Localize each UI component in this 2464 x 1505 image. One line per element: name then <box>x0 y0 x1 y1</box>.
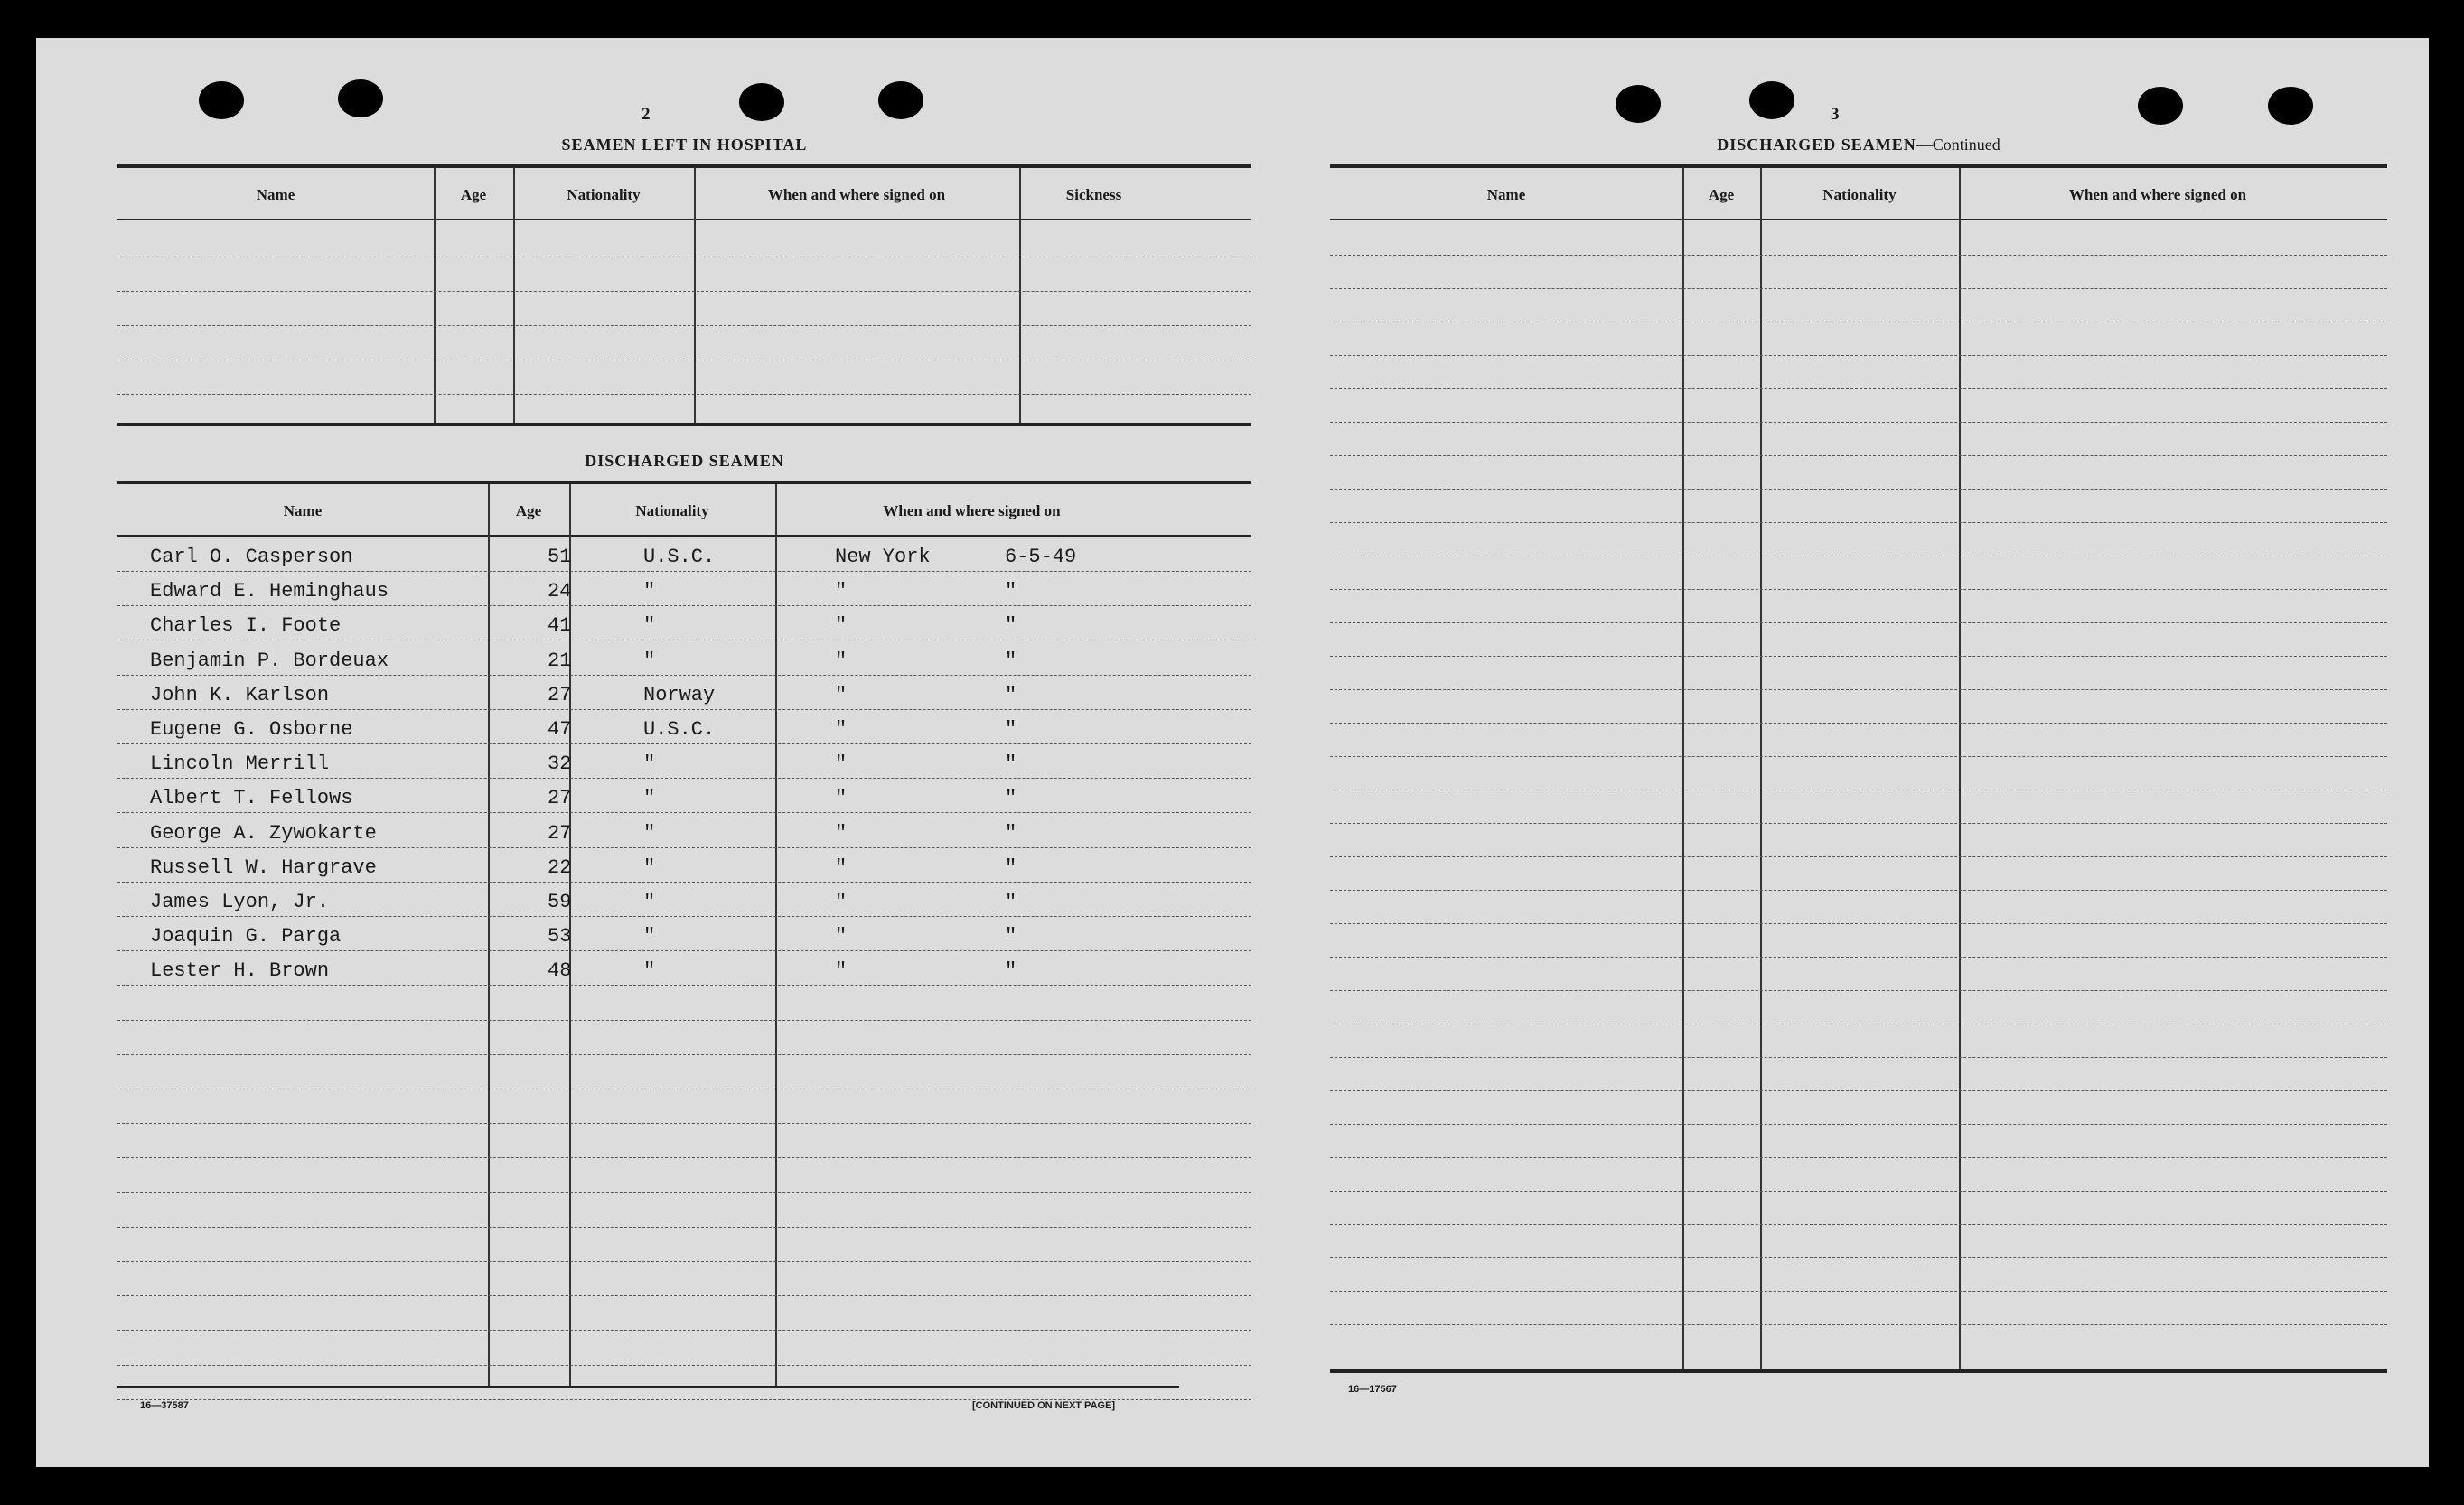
seaman-name: James Lyon, Jr. <box>150 891 330 913</box>
signed-on-place: " <box>835 891 848 913</box>
ruled-line <box>1330 823 2387 824</box>
ruled-line <box>1330 957 2387 958</box>
seaman-name: Lester H. Brown <box>150 959 330 983</box>
continued-header-name: Name <box>1486 186 1526 203</box>
ruled-line <box>1330 656 2387 657</box>
ruled-line <box>117 1157 1251 1158</box>
discharged-header-name: Name <box>283 502 323 519</box>
ruled-line <box>1330 522 2387 523</box>
punch-hole <box>739 83 784 121</box>
ruled-line <box>1330 355 2387 356</box>
ruled-line <box>117 1020 1251 1021</box>
signed-on-place: " <box>835 959 848 983</box>
seaman-age: 27 <box>548 683 572 706</box>
signed-on-date: " <box>1005 925 1017 949</box>
seaman-nationality: " <box>643 649 656 672</box>
hospital-header-sickness: Sickness <box>1065 186 1122 203</box>
ruled-line <box>1330 422 2387 423</box>
hospital-header-age: Age <box>460 186 487 203</box>
discharged-section-title: DISCHARGED SEAMEN <box>585 452 784 470</box>
signed-on-date: " <box>1005 718 1017 741</box>
seaman-name: Benjamin P. Bordeuax <box>150 649 389 672</box>
discharged-continued-title <box>1330 136 2387 154</box>
seaman-nationality: " <box>643 752 656 776</box>
seaman-name: Russell W. Hargrave <box>150 855 377 879</box>
signed-on-place: " <box>835 821 848 845</box>
signed-on-date: " <box>1005 614 1017 638</box>
signed-on-date: " <box>1005 891 1017 913</box>
signed-on-place: " <box>835 925 848 949</box>
hospital-header-name: Name <box>256 186 295 203</box>
ruled-line <box>117 882 1251 883</box>
ruled-line <box>1330 489 2387 490</box>
seaman-age: 59 <box>548 891 572 913</box>
signed-on-place: New York <box>835 546 931 568</box>
form-code: 16—17567 <box>1348 1384 1397 1395</box>
signed-on-place: " <box>835 752 848 776</box>
seaman-name: John K. Karlson <box>150 683 330 706</box>
signed-on-date: " <box>1005 821 1017 845</box>
ruled-line <box>1330 990 2387 991</box>
signed-on-place: " <box>835 855 848 879</box>
document-sheet <box>36 38 2429 1467</box>
signed-on-date: " <box>1005 855 1017 879</box>
seaman-age: 32 <box>548 752 572 776</box>
ruled-line <box>1330 1191 2387 1192</box>
ruled-line <box>1330 689 2387 690</box>
continued-suffix: —Continued <box>1916 136 2000 154</box>
continued-note: [CONTINUED ON NEXT PAGE] <box>972 1400 1116 1411</box>
discharged-header-age: Age <box>515 502 542 519</box>
seaman-age: 22 <box>548 855 572 879</box>
seaman-name: Joaquin G. Parga <box>150 925 342 949</box>
hospital-table <box>117 164 1251 472</box>
punch-hole <box>878 81 923 119</box>
signed-on-place: " <box>835 580 848 603</box>
seaman-nationality: U.S.C. <box>643 718 716 741</box>
ruled-line <box>1330 1324 2387 1325</box>
ruled-line <box>117 571 1251 572</box>
ruled-line <box>117 1192 1251 1193</box>
seaman-age: 21 <box>548 649 572 672</box>
ruled-line <box>1330 923 2387 924</box>
punch-hole <box>2138 87 2183 125</box>
ruled-line <box>1330 255 2387 256</box>
ruled-line <box>1330 1291 2387 1292</box>
seaman-nationality: " <box>643 891 656 913</box>
ruled-line <box>1330 622 2387 623</box>
ruled-line <box>117 1365 1251 1366</box>
discharged-header-signed-on: When and where signed on <box>883 502 1061 519</box>
ruled-line <box>1330 455 2387 456</box>
seaman-age: 53 <box>548 925 572 949</box>
ruled-line <box>1330 589 2387 590</box>
ruled-line <box>117 675 1251 676</box>
punch-hole <box>338 79 383 117</box>
continued-header-nationality: Nationality <box>1822 186 1897 203</box>
punch-hole <box>199 81 244 119</box>
seaman-name: Eugene G. Osborne <box>150 718 353 741</box>
hospital-header-signed-on: When and where signed on <box>767 186 946 203</box>
discharged-continued-title-text: DISCHARGED SEAMEN <box>1717 136 1916 154</box>
ruled-line <box>117 916 1251 917</box>
ruled-line <box>117 1227 1251 1228</box>
ruled-line <box>1330 723 2387 724</box>
signed-on-date: 6-5-49 <box>1005 546 1077 568</box>
seaman-name: Lincoln Merrill <box>150 752 330 776</box>
ruled-line <box>1330 856 2387 857</box>
page-number: 3 <box>1831 105 1840 124</box>
seaman-age: 51 <box>548 546 572 568</box>
seaman-age: 47 <box>548 718 572 741</box>
seaman-name: George A. Zywokarte <box>150 821 377 845</box>
hospital-section-title: SEAMEN LEFT IN HOSPITAL <box>561 136 808 154</box>
ruled-line <box>1330 1257 2387 1258</box>
ruled-line <box>117 778 1251 779</box>
seaman-nationality: " <box>643 925 656 949</box>
seaman-age: 41 <box>548 614 572 638</box>
seaman-name: Edward E. Heminghaus <box>150 580 389 603</box>
ruled-line <box>1330 1124 2387 1125</box>
seaman-nationality: " <box>643 787 656 810</box>
signed-on-date: " <box>1005 752 1017 776</box>
signed-on-place: " <box>835 649 848 672</box>
seaman-age: 27 <box>548 821 572 845</box>
ruled-line <box>1330 756 2387 757</box>
ruled-line <box>1330 388 2387 389</box>
page-number: 2 <box>642 105 651 124</box>
ruled-line <box>1330 890 2387 891</box>
ruled-line <box>117 985 1251 986</box>
punch-hole <box>2268 87 2313 125</box>
punch-hole <box>1616 85 1661 123</box>
ruled-line <box>117 709 1251 710</box>
ruled-line <box>117 1295 1251 1296</box>
ruled-line <box>117 950 1251 951</box>
signed-on-date: " <box>1005 959 1017 983</box>
ruled-line <box>1330 1224 2387 1225</box>
punch-hole <box>1749 81 1794 119</box>
seaman-nationality: Norway <box>643 683 716 706</box>
ruled-line <box>117 812 1251 813</box>
continued-header-signed-on: When and where signed on <box>2068 186 2247 203</box>
seaman-name: Albert T. Fellows <box>150 787 353 810</box>
ruled-line <box>117 1054 1251 1055</box>
seaman-nationality: " <box>643 821 656 845</box>
signed-on-date: " <box>1005 787 1017 810</box>
ruled-line <box>1330 288 2387 289</box>
seaman-name: Charles I. Foote <box>150 614 342 638</box>
signed-on-place: " <box>835 718 848 741</box>
ruled-line <box>117 743 1251 744</box>
form-code: 16—37587 <box>140 1400 189 1411</box>
signed-on-date: " <box>1005 683 1017 706</box>
seaman-nationality: " <box>643 855 656 879</box>
ruled-line <box>117 1261 1251 1262</box>
seaman-age: 24 <box>548 580 572 603</box>
signed-on-place: " <box>835 787 848 810</box>
seaman-age: 48 <box>548 959 572 983</box>
seaman-age: 27 <box>548 787 572 810</box>
seaman-nationality: " <box>643 959 656 983</box>
ruled-line <box>117 605 1251 606</box>
signed-on-place: " <box>835 614 848 638</box>
signed-on-date: " <box>1005 649 1017 672</box>
discharged-continued-table <box>1330 164 2387 1420</box>
seaman-name: Carl O. Casperson <box>150 546 353 568</box>
signed-on-date: " <box>1005 580 1017 603</box>
discharged-table <box>117 481 1251 1429</box>
seaman-nationality: " <box>643 614 656 638</box>
ruled-line <box>1330 1157 2387 1158</box>
hospital-header-nationality: Nationality <box>567 186 641 203</box>
ruled-line <box>117 847 1251 848</box>
continued-header-age: Age <box>1708 186 1735 203</box>
ruled-line <box>1330 1090 2387 1091</box>
seaman-nationality: U.S.C. <box>643 546 716 568</box>
discharged-header-nationality: Nationality <box>635 502 709 519</box>
seaman-nationality: " <box>643 580 656 603</box>
ruled-line <box>117 1330 1251 1331</box>
ruled-line <box>1330 1057 2387 1058</box>
signed-on-place: " <box>835 683 848 706</box>
ruled-line <box>117 1123 1251 1124</box>
